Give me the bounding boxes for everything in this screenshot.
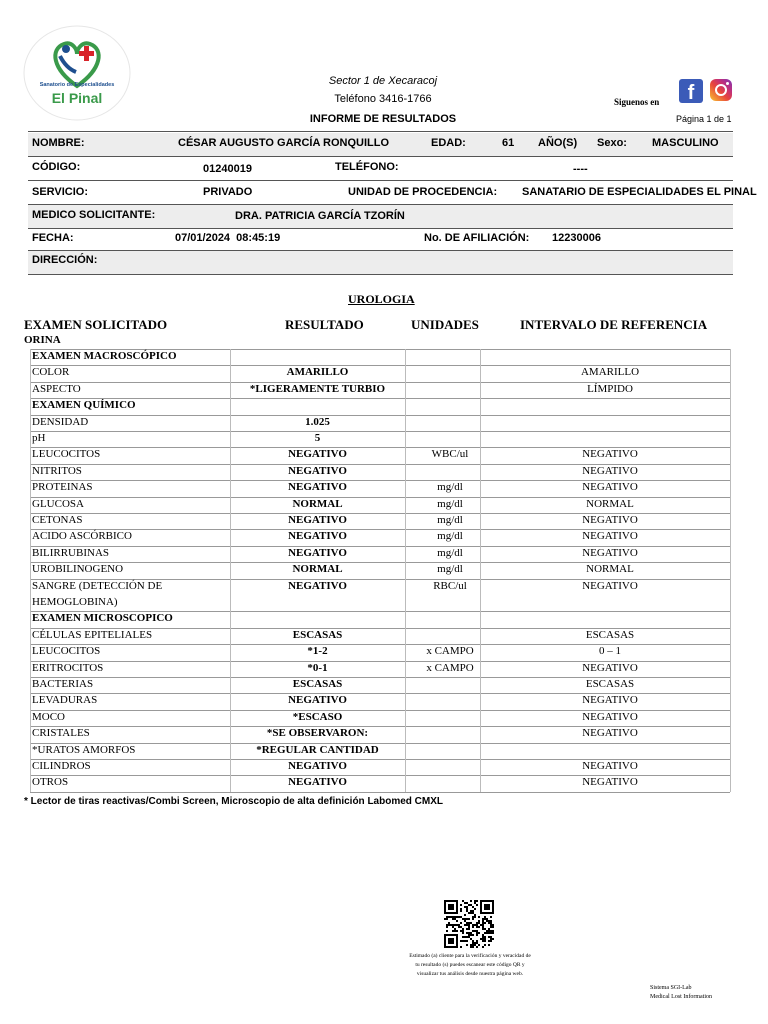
system-line1: Sistema SGI-Lab <box>650 985 692 991</box>
exam-result: AMARILLO <box>286 366 349 379</box>
section-header <box>30 349 730 365</box>
column-divider <box>480 349 481 792</box>
result-row <box>30 562 730 578</box>
facebook-icon[interactable]: f <box>679 79 703 103</box>
patient-row-code <box>28 157 733 180</box>
patient-row-address <box>28 251 733 274</box>
follow-us-label: Siguenos en <box>614 97 660 107</box>
patient-row-service <box>28 181 757 204</box>
section-title: EXAMEN QUÍMICO <box>32 399 136 412</box>
patient-row-name <box>28 133 733 156</box>
exam-result: 5 <box>314 432 321 444</box>
exam-reference: NEGATIVO <box>582 694 638 707</box>
exam-name: COLOR <box>32 366 70 379</box>
exam-reference: NEGATIVO <box>582 514 638 526</box>
result-row <box>30 677 730 693</box>
exam-reference: NEGATIVO <box>582 760 638 772</box>
qr-note-line3: visualizar tus análisis desde nuestra página web. <box>416 971 524 977</box>
age-unit: AÑO(S) <box>538 137 578 149</box>
exam-name: LEUCOCITOS <box>32 645 101 658</box>
exam-result: NEGATIVO <box>288 776 347 789</box>
exam-result: *1-2 <box>307 645 328 658</box>
report-title: INFORME DE RESULTADOS <box>309 113 457 125</box>
result-row <box>30 497 730 513</box>
section-title: EXAMEN MACROSCÓPICO <box>32 350 177 362</box>
exam-name: *URATOS AMORFOS <box>32 743 136 756</box>
result-row <box>30 513 730 529</box>
exam-result: NORMAL <box>292 497 343 510</box>
column-divider <box>730 349 731 792</box>
exam-name: BILIRRUBINAS <box>32 546 110 559</box>
exam-name: PROTEINAS <box>32 481 93 494</box>
exam-unit: mg/dl <box>437 497 463 510</box>
patient-affil: 12230006 <box>552 232 601 244</box>
col-header-result: RESULTADO <box>285 317 364 332</box>
patient-code: 01240019 <box>203 163 252 175</box>
patient-unit: SANATARIO DE ESPECIALIDADES EL PINAL <box>522 186 757 198</box>
exam-unit: x CAMPO <box>426 661 474 674</box>
patient-row-date <box>28 229 733 252</box>
clinic-logo <box>22 24 132 122</box>
result-row <box>30 382 730 398</box>
exam-name: OTROS <box>32 776 69 789</box>
exam-name: SANGRE (DETECCIÓN DE <box>32 579 163 592</box>
result-row <box>30 447 730 463</box>
column-divider <box>405 349 406 792</box>
exam-reference: AMARILLO <box>580 366 640 379</box>
exam-reference: LÍMPIDO <box>587 382 633 395</box>
exam-unit: RBC/ul <box>433 579 467 592</box>
exam-result: NEGATIVO <box>288 514 347 526</box>
system-info <box>650 984 712 1002</box>
result-row <box>30 710 730 726</box>
exam-name: ERITROCITOS <box>32 661 104 674</box>
exam-name: NITRITOS <box>32 464 82 477</box>
exam-reference: NEGATIVO <box>582 776 638 789</box>
exam-reference: NEGATIVO <box>582 727 638 740</box>
exam-result: *ESCASO <box>292 710 343 723</box>
exam-name: LEUCOCITOS <box>32 448 101 461</box>
result-row <box>30 743 730 759</box>
result-row <box>30 726 730 742</box>
patient-doctor: DRA. PATRICIA GARCÍA TZORÍN <box>235 210 405 222</box>
exam-result: NEGATIVO <box>288 481 347 494</box>
section-title: EXAMEN MICROSCOPICO <box>32 612 173 625</box>
result-row <box>30 693 730 709</box>
exam-name: CETONAS <box>32 514 83 526</box>
exam-result: *0-1 <box>307 661 328 674</box>
exam-result: NORMAL <box>292 563 343 576</box>
exam-unit: mg/dl <box>437 481 463 494</box>
patient-row-doctor <box>28 205 733 228</box>
exam-name: ASPECTO <box>32 382 81 395</box>
result-row <box>30 480 730 496</box>
exam-reference: NEGATIVO <box>582 448 638 461</box>
patient-name: CÉSAR AUGUSTO GARCÍA RONQUILLO <box>178 137 390 149</box>
clinic-phone: Teléfono 3416-1766 <box>334 93 432 105</box>
exam-name: ACIDO ASCÓRBICO <box>32 530 132 543</box>
logo-line1: Sanatorio de Especialidades <box>39 82 115 88</box>
col-header-units: UNIDADES <box>411 317 479 332</box>
section-header <box>30 398 730 414</box>
result-row <box>30 365 730 381</box>
exam-unit: WBC/ul <box>431 448 469 461</box>
column-divider <box>230 349 231 792</box>
exam-unit: mg/dl <box>437 546 463 559</box>
exam-result: NEGATIVO <box>288 530 347 543</box>
result-row <box>30 546 730 562</box>
affil-label: No. DE AFILIACIÓN: <box>424 232 530 244</box>
exam-reference: NORMAL <box>586 497 634 510</box>
exam-result: *LIGERAMENTE TURBIO <box>249 382 386 395</box>
exam-unit: mg/dl <box>437 563 463 576</box>
exam-name: GLUCOSA <box>32 497 84 510</box>
patient-sex: MASCULINO <box>652 137 719 149</box>
result-row <box>30 431 730 447</box>
qr-note-line1: Estimado (a) cliente para la verificación y veracidad de <box>409 953 531 959</box>
exam-result: *REGULAR CANTIDAD <box>256 743 379 756</box>
row-divider <box>30 792 730 793</box>
exam-name-cont: HEMOGLOBINA) <box>32 595 118 608</box>
result-row <box>30 529 730 545</box>
result-row <box>30 464 730 480</box>
result-row <box>30 415 730 431</box>
exam-result: ESCASAS <box>292 678 343 690</box>
qr-code[interactable] <box>444 900 494 948</box>
exam-result: NEGATIVO <box>288 760 347 772</box>
exam-reference: NEGATIVO <box>582 579 638 592</box>
exam-unit: mg/dl <box>437 514 463 526</box>
department-title: UROLOGIA <box>348 292 415 306</box>
result-row <box>30 628 730 644</box>
page-number: Página 1 de 1 <box>676 114 732 124</box>
exam-result: ESCASAS <box>292 628 343 641</box>
exam-reference: NEGATIVO <box>582 546 638 559</box>
exam-reference: NEGATIVO <box>582 481 638 494</box>
exam-result: NEGATIVO <box>288 546 347 559</box>
system-line2: Medical Lost Information <box>650 994 712 1000</box>
patient-age: 61 <box>502 137 515 149</box>
patient-date: 07/01/2024 08:45:19 <box>175 232 281 244</box>
qr-note-line2: tu resultado (s) puedes escanear este código QR y <box>415 962 525 968</box>
exam-result: *SE OBSERVARON: <box>266 727 369 740</box>
exam-name: UROBILINOGENO <box>32 563 124 576</box>
result-row <box>30 759 730 775</box>
exam-result: NEGATIVO <box>288 464 347 477</box>
exam-name: MOCO <box>32 710 66 723</box>
exam-reference: NEGATIVO <box>582 661 638 674</box>
section-header <box>30 611 730 627</box>
unit-label: UNIDAD DE PROCEDENCIA: <box>348 186 498 198</box>
service-label: SERVICIO: <box>32 186 89 198</box>
exam-name: pH <box>32 432 46 444</box>
column-divider <box>30 349 31 792</box>
exam-name: CILINDROS <box>32 760 91 772</box>
result-row <box>30 579 730 612</box>
exam-result: NEGATIVO <box>288 448 347 461</box>
exam-result: NEGATIVO <box>288 694 347 707</box>
result-row <box>30 775 730 791</box>
code-label: CÓDIGO: <box>32 161 81 173</box>
exam-reference: ESCASAS <box>585 628 635 641</box>
exam-name: CRISTALES <box>32 727 90 740</box>
patient-service: PRIVADO <box>203 186 253 198</box>
date-label: FECHA: <box>32 232 74 244</box>
address-label: DIRECCIÓN: <box>32 254 98 266</box>
patient-phone: ---- <box>573 163 588 175</box>
logo-line2: El Pinal <box>51 90 103 106</box>
exam-reference: 0 – 1 <box>599 645 621 658</box>
col-header-reference: INTERVALO DE REFERENCIA <box>520 317 708 332</box>
clinic-address: Sector 1 de Xecaracoj <box>328 75 438 87</box>
exam-reference: NEGATIVO <box>582 464 638 477</box>
exam-reference: NEGATIVO <box>582 710 638 723</box>
instagram-icon[interactable] <box>710 79 732 101</box>
exam-unit: x CAMPO <box>426 645 474 658</box>
exam-reference: ESCASAS <box>585 678 635 690</box>
exam-unit: mg/dl <box>437 530 463 543</box>
exam-name: LEVADURAS <box>32 694 98 707</box>
col-header-exam: EXAMEN SOLICITADO <box>24 317 168 332</box>
sex-label: Sexo: <box>597 137 627 149</box>
phone-label: TELÉFONO: <box>335 161 399 173</box>
exam-name: CÉLULAS EPITELIALES <box>32 628 153 641</box>
sample-type: ORINA <box>24 334 61 346</box>
exam-reference: NEGATIVO <box>582 530 638 543</box>
name-label: NOMBRE: <box>32 137 85 149</box>
exam-reference: NORMAL <box>586 563 634 576</box>
exam-name: DENSIDAD <box>32 415 89 428</box>
age-label: EDAD: <box>431 137 466 149</box>
doctor-label: MEDICO SOLICITANTE: <box>32 209 156 221</box>
qr-note <box>380 952 560 979</box>
exam-name: BACTERIAS <box>32 678 94 690</box>
footnote: * Lector de tiras reactivas/Combi Screen, Microscopio de alta definición Labomed CMXL <box>24 796 443 807</box>
exam-result: NEGATIVO <box>288 579 347 592</box>
result-row <box>30 644 730 660</box>
result-row <box>30 661 730 677</box>
exam-result: 1.025 <box>305 415 330 428</box>
